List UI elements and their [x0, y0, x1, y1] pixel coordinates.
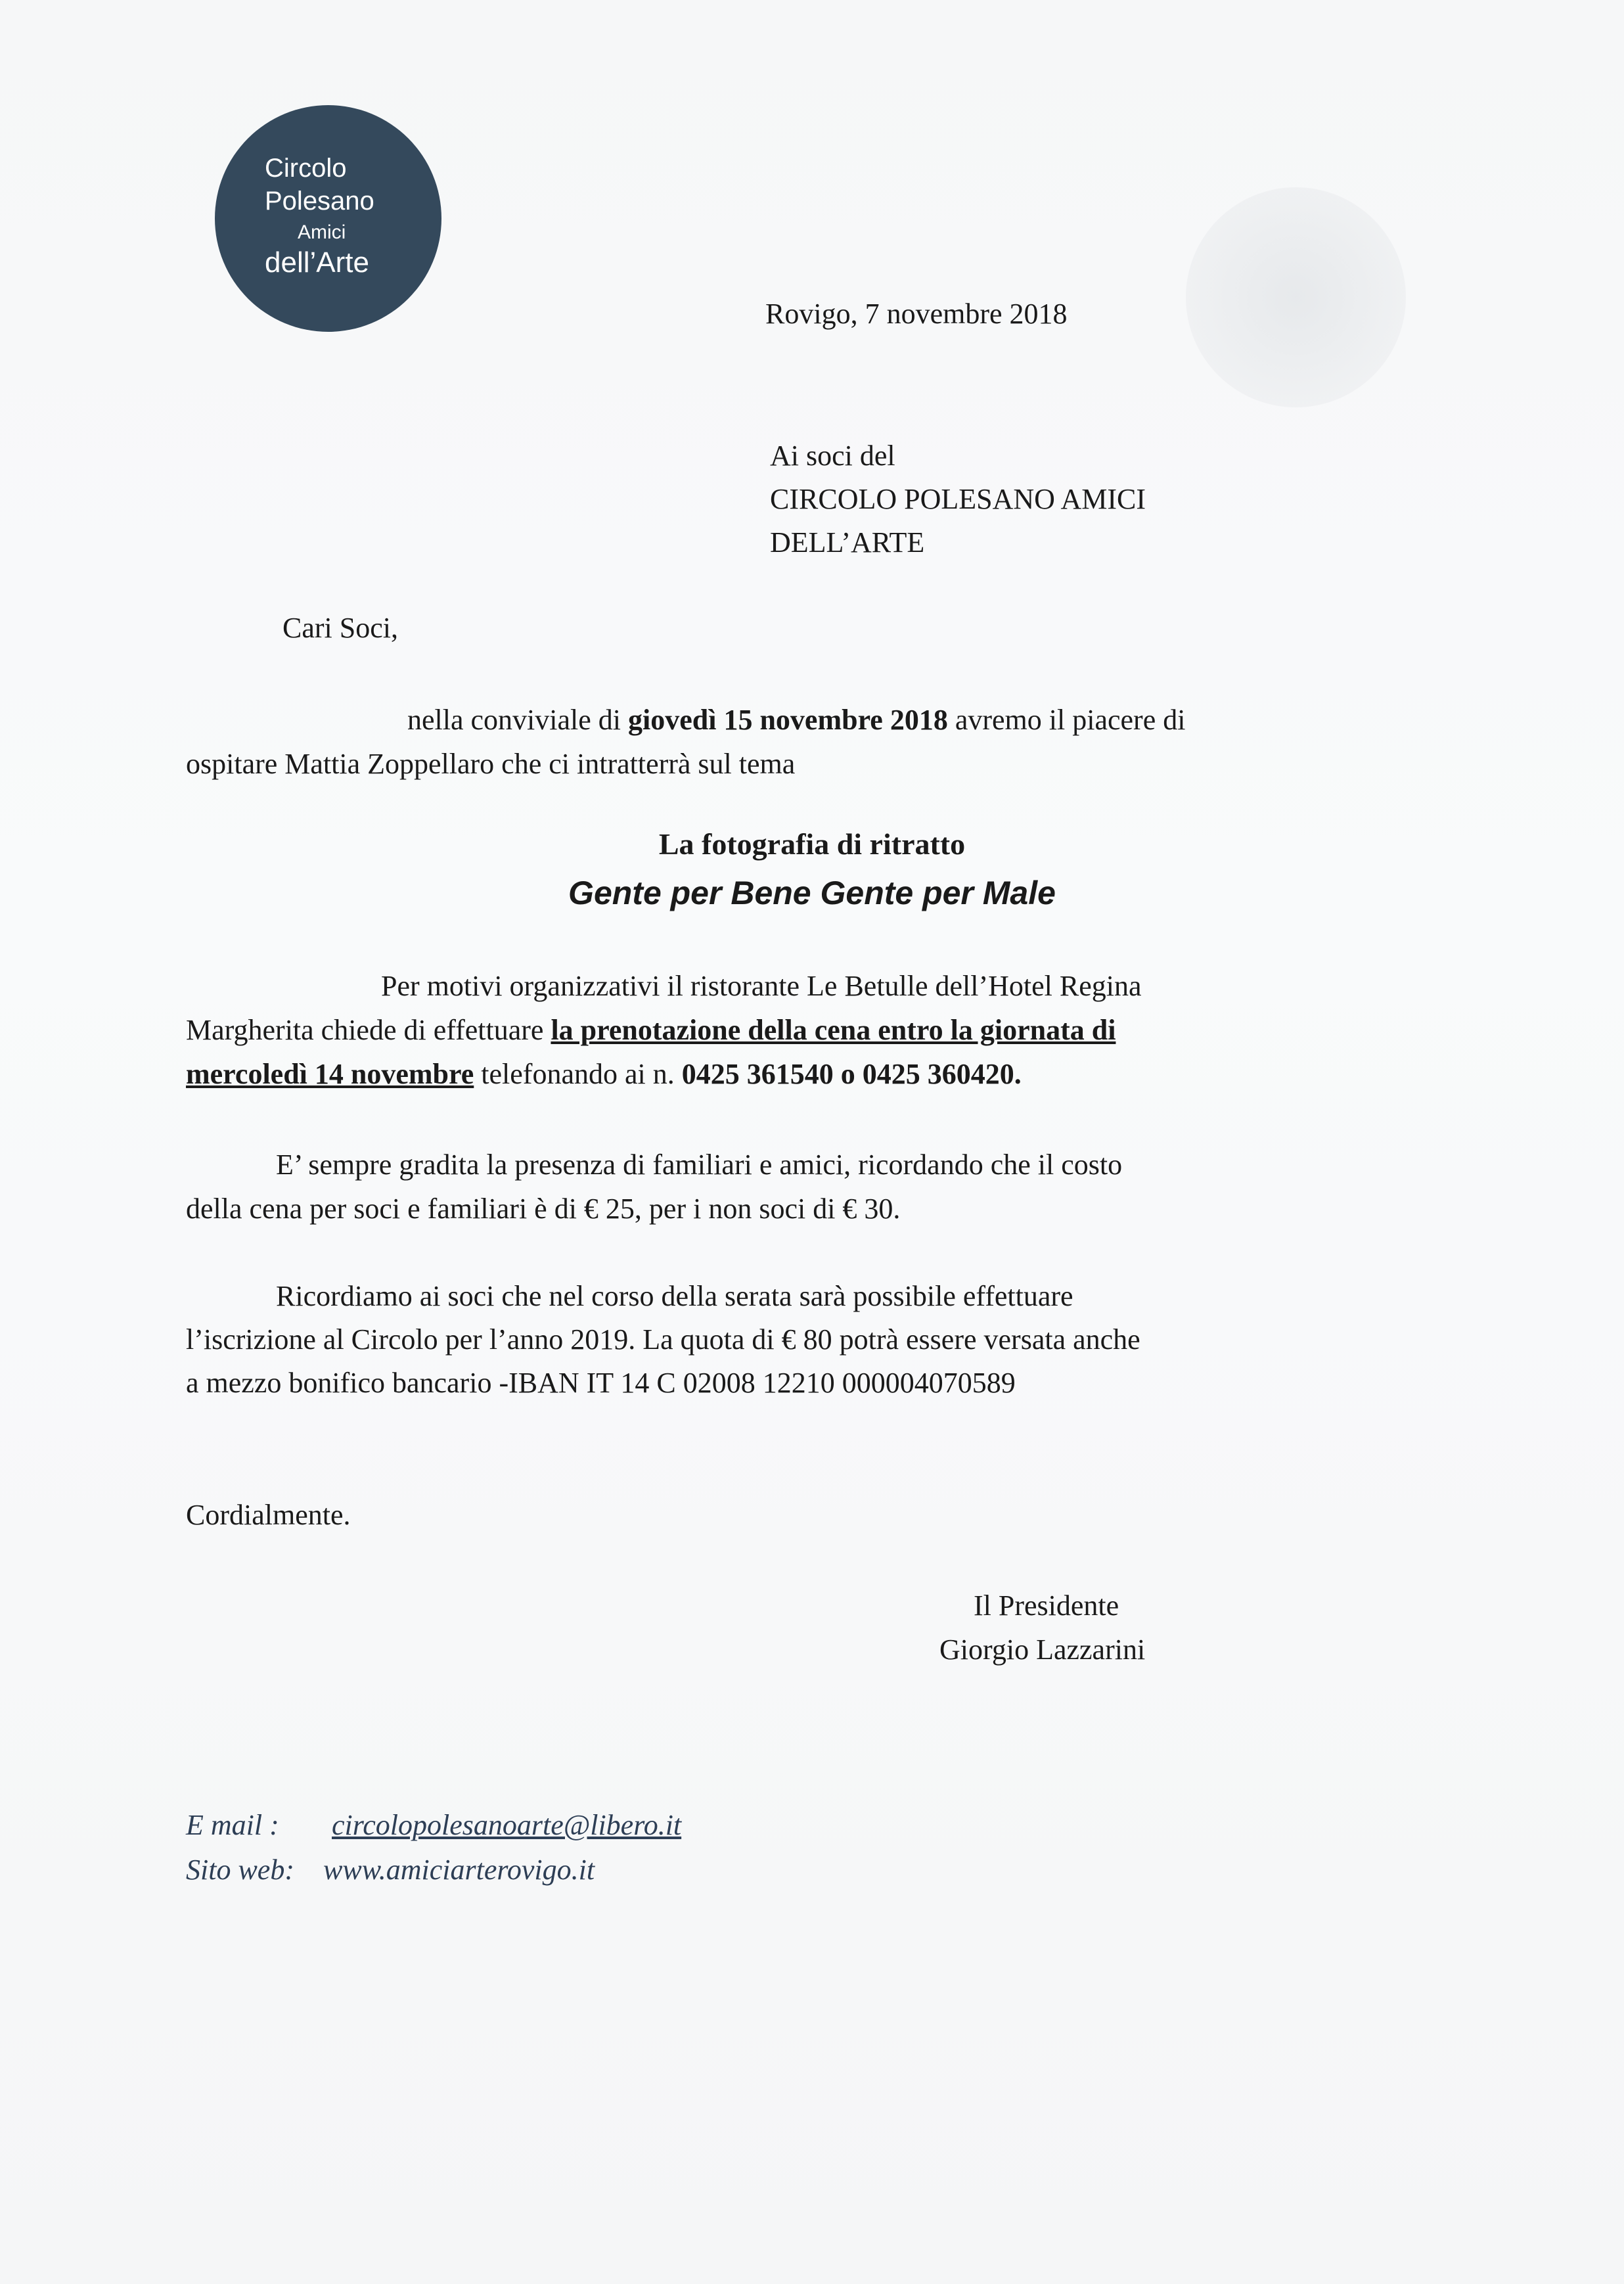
- intro-line-2: ospitare Mattia Zoppellaro che ci intratterrà sul tema: [186, 748, 796, 780]
- topic-title: La fotografia di ritratto: [658, 827, 966, 861]
- reservation-line-3: [186, 1053, 1401, 1096]
- topic-subtitle: Gente per Bene Gente per Male: [568, 875, 1056, 911]
- reservation-line-1: Per motivi organizzativi il ristorante Le Betulle dell’Hotel Regina: [381, 970, 1142, 1002]
- membership-line-2: l’iscrizione al Circolo per l’anno 2019. La quota di € 80 potrà essere versata anche: [186, 1323, 1140, 1356]
- phone-separator: o: [833, 1058, 863, 1090]
- greeting: Cari Soci,: [282, 612, 398, 644]
- signature-name: Giorgio Lazzarini: [939, 1633, 1146, 1666]
- website-label: Sito web:: [186, 1854, 294, 1886]
- logo-line-2: Polesano: [265, 187, 374, 216]
- intro-text-pre: nella conviviale di: [407, 704, 628, 736]
- intro-line-1: [407, 698, 1401, 742]
- circolo-logo: [215, 105, 441, 332]
- reservation-deadline-text: la prenotazione della cena entro la giornata di: [551, 1014, 1116, 1046]
- family-line-1: E’ sempre gradita la presenza di familiari e amici, ricordando che il costo: [276, 1149, 1123, 1181]
- recipient-line-2: CIRCOLO POLESANO AMICI: [770, 483, 1146, 515]
- recipient-line-3: DELL’ARTE: [770, 526, 925, 559]
- logo-line-4: dell’Arte: [265, 246, 369, 279]
- phone-number-2: 0425 360420.: [862, 1058, 1022, 1090]
- website-link[interactable]: www.amiciarterovigo.it: [323, 1854, 595, 1886]
- reservation-line-2: [186, 1009, 1401, 1052]
- letter-date: Rovigo, 7 novembre 2018: [765, 298, 1068, 330]
- logo-line-3: Amici: [298, 221, 346, 243]
- phone-number-1: 0425 361540: [681, 1058, 834, 1090]
- email-label: E mail :: [186, 1809, 279, 1841]
- event-date: giovedì 15 novembre 2018: [628, 704, 948, 736]
- bleed-through-stamp: [1186, 187, 1406, 407]
- recipient-line-1: Ai soci del: [770, 440, 895, 472]
- signature-title: Il Presidente: [974, 1589, 1119, 1622]
- closing: Cordialmente.: [186, 1499, 351, 1531]
- membership-line-1: Ricordiamo ai soci che nel corso della serata sarà possibile effettuare: [276, 1280, 1073, 1312]
- family-line-2: della cena per soci e familiari è di € 25, per i non soci di € 30.: [186, 1193, 901, 1225]
- intro-text-post: avremo il piacere di: [947, 704, 1186, 736]
- reservation-deadline-date: mercoledì 14 novembre: [186, 1058, 474, 1090]
- logo-line-1: Circolo: [265, 154, 347, 183]
- reservation-phone-intro: telefonando ai n.: [474, 1058, 682, 1090]
- membership-line-3: a mezzo bonifico bancario -IBAN IT 14 C 02008 12210 000004070589: [186, 1367, 1016, 1399]
- email-link[interactable]: circolopolesanoarte@libero.it: [332, 1809, 682, 1841]
- reservation-text: Margherita chiede di effettuare: [186, 1014, 551, 1046]
